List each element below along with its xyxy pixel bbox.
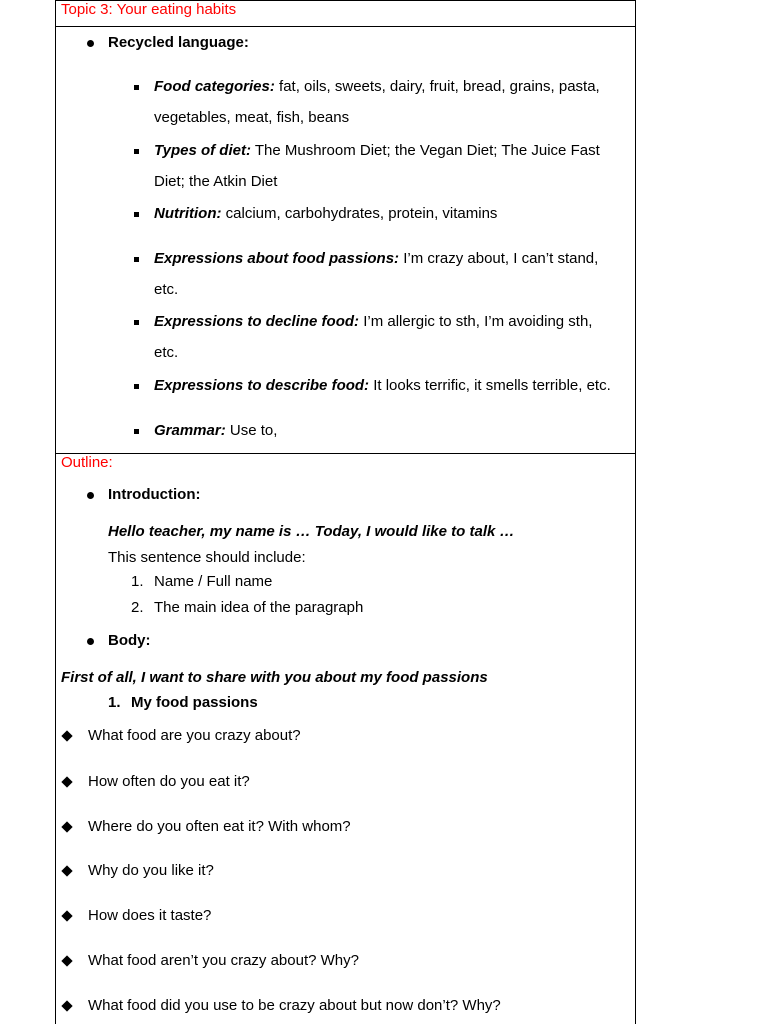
- item-label: Food categories:: [154, 78, 275, 95]
- bullet-square: [134, 85, 139, 90]
- topic-title: Topic 3: Your eating habits: [61, 1, 237, 18]
- item-text-cont: vegetables, meat, fish, beans: [154, 109, 350, 126]
- question-item: How does it taste?: [88, 907, 212, 924]
- item-label: Grammar:: [154, 422, 226, 439]
- question-item: What food did you use to be crazy about but now don’t? Why?: [88, 997, 501, 1014]
- intro-list-number: 1.: [131, 573, 144, 590]
- question-item: Where do you often eat it? With whom?: [88, 818, 351, 835]
- item-line: [154, 313, 592, 331]
- question-item: What food are you crazy about?: [88, 727, 301, 744]
- body-heading: Body:: [108, 632, 151, 649]
- bullet-square: [134, 429, 139, 434]
- item-text: I’m crazy about, I can’t stand,: [399, 250, 599, 267]
- diamond-bullet-icon: [61, 821, 72, 832]
- bullet-dot: [87, 492, 94, 499]
- item-label: Expressions to decline food:: [154, 313, 360, 330]
- item-label: Expressions to describe food:: [154, 377, 370, 394]
- item-text: I’m allergic to sth, I’m avoiding sth,: [359, 313, 593, 330]
- table-row-divider: [55, 26, 636, 27]
- outline-heading: Outline:: [61, 454, 113, 471]
- intro-sample-sentence: Hello teacher, my name is … Today, I would like to talk …: [108, 523, 515, 540]
- table-border-right: [635, 0, 636, 1024]
- bullet-square: [134, 149, 139, 154]
- question-item: How often do you eat it?: [88, 773, 250, 790]
- item-line: [154, 422, 277, 440]
- diamond-bullet-icon: [61, 1000, 72, 1011]
- bullet-dot: [87, 40, 94, 47]
- introduction-heading: Introduction:: [108, 486, 201, 503]
- bullet-square: [134, 257, 139, 262]
- item-text: fat, oils, sweets, dairy, fruit, bread, grains, pasta,: [274, 78, 600, 95]
- item-text: It looks terrific, it smells terrible, etc.: [369, 377, 611, 394]
- diamond-bullet-icon: [61, 865, 72, 876]
- item-text: calcium, carbohydrates, protein, vitamins: [221, 205, 498, 222]
- question-item: What food aren’t you crazy about? Why?: [88, 952, 359, 969]
- item-text: Use to,: [225, 422, 278, 439]
- section-number: 1.: [108, 694, 121, 711]
- item-line: [154, 205, 497, 223]
- bullet-square: [134, 384, 139, 389]
- table-border-left: [55, 0, 56, 1024]
- question-item: Why do you like it?: [88, 862, 214, 879]
- bullet-square: [134, 320, 139, 325]
- bullet-square: [134, 212, 139, 217]
- intro-note: This sentence should include:: [108, 549, 306, 566]
- intro-list-item: Name / Full name: [154, 573, 273, 590]
- diamond-bullet-icon: [61, 955, 72, 966]
- intro-list-item: The main idea of the paragraph: [154, 599, 364, 616]
- item-text: The Mushroom Diet; the Vegan Diet; The Juice Fast: [250, 142, 600, 159]
- item-line: [154, 377, 611, 395]
- intro-list-number: 2.: [131, 599, 144, 616]
- diamond-bullet-icon: [61, 776, 72, 787]
- item-text-cont: etc.: [154, 281, 179, 298]
- item-label: Expressions about food passions:: [154, 250, 400, 267]
- item-text-cont: etc.: [154, 344, 179, 361]
- bullet-dot: [87, 638, 94, 645]
- item-label: Types of diet:: [154, 142, 251, 159]
- diamond-bullet-icon: [61, 730, 72, 741]
- item-line: [154, 250, 598, 268]
- item-text-cont: Diet; the Atkin Diet: [154, 173, 278, 190]
- diamond-bullet-icon: [61, 910, 72, 921]
- recycled-heading: Recycled language:: [108, 34, 249, 51]
- table-row-divider: [55, 453, 636, 454]
- item-line: [154, 142, 600, 160]
- item-label: Nutrition:: [154, 205, 222, 222]
- body-lead-sentence: First of all, I want to share with you about my food passions: [61, 669, 488, 686]
- item-line: [154, 78, 600, 96]
- section-title: My food passions: [131, 694, 258, 711]
